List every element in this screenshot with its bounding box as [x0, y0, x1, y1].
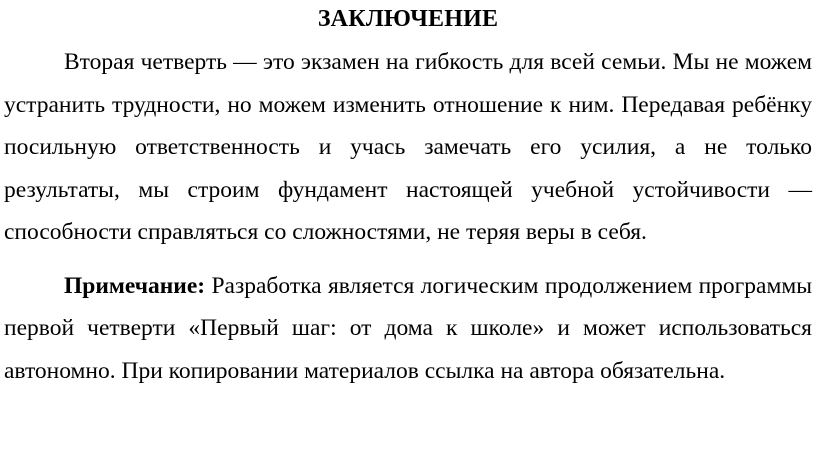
- conclusion-paragraph: Вторая четверть — это экзамен на гибкость для всей семьи. Мы не можем устранить трудности, но можем изменить отношение к ним. Передавая ребёнку посильную ответственность и учась замечать его усилия, а не только результаты, мы строим фундамент настоящей учебной устойчивости — способности справляться со сложностями, не теряя веры в себя.: [4, 49, 812, 245]
- page-title: ЗАКЛЮЧЕНИЕ: [317, 6, 499, 32]
- note-text: Разработка является логическим продолжением программы первой четверти «Первый шаг: от дома к школе» и может использоваться автономно. При копировании материалов ссылка на автора обязательна.: [4, 272, 813, 384]
- note-paragraph: [4, 265, 812, 393]
- note-label: Примечание:: [64, 272, 206, 299]
